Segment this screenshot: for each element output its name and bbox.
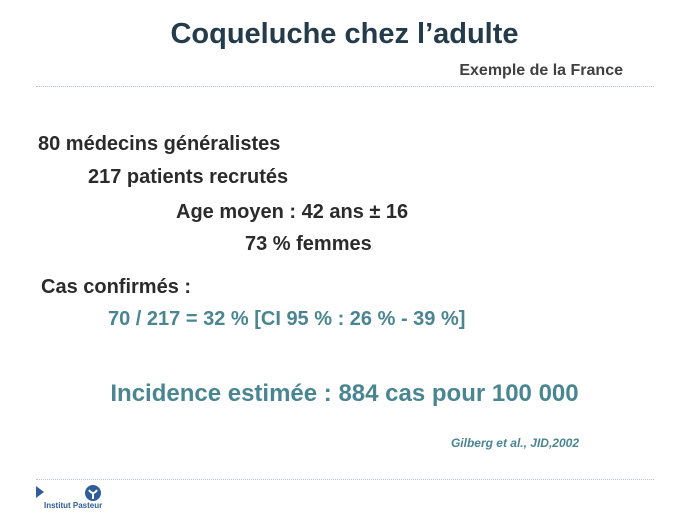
incidence-estimate: Incidence estimée : 884 cas pour 100 000 <box>110 380 579 407</box>
institut-pasteur-logo <box>36 484 126 512</box>
top-divider <box>36 86 654 87</box>
citation: Gilberg et al., JID,2002 <box>450 436 579 450</box>
confirmed-label: Cas confirmés : <box>41 276 192 298</box>
pasteur-logo-icon <box>84 484 102 502</box>
line-mean-age: Age moyen : 42 ans ± 16 <box>176 201 409 223</box>
slide-title: Coqueluche chez l’adulte <box>170 18 519 50</box>
slide-subtitle: Exemple de la France <box>459 62 623 79</box>
play-arrow-icon <box>36 486 44 498</box>
confirmed-value: 70 / 217 = 32 % [CI 95 % : 26 % - 39 %] <box>108 308 466 330</box>
bottom-divider <box>36 479 654 480</box>
line-patients: 217 patients recrutés <box>88 166 289 188</box>
line-doctors: 80 médecins généralistes <box>38 133 281 155</box>
logo-text: Institut Pasteur <box>44 501 103 510</box>
line-women: 73 % femmes <box>245 233 372 255</box>
